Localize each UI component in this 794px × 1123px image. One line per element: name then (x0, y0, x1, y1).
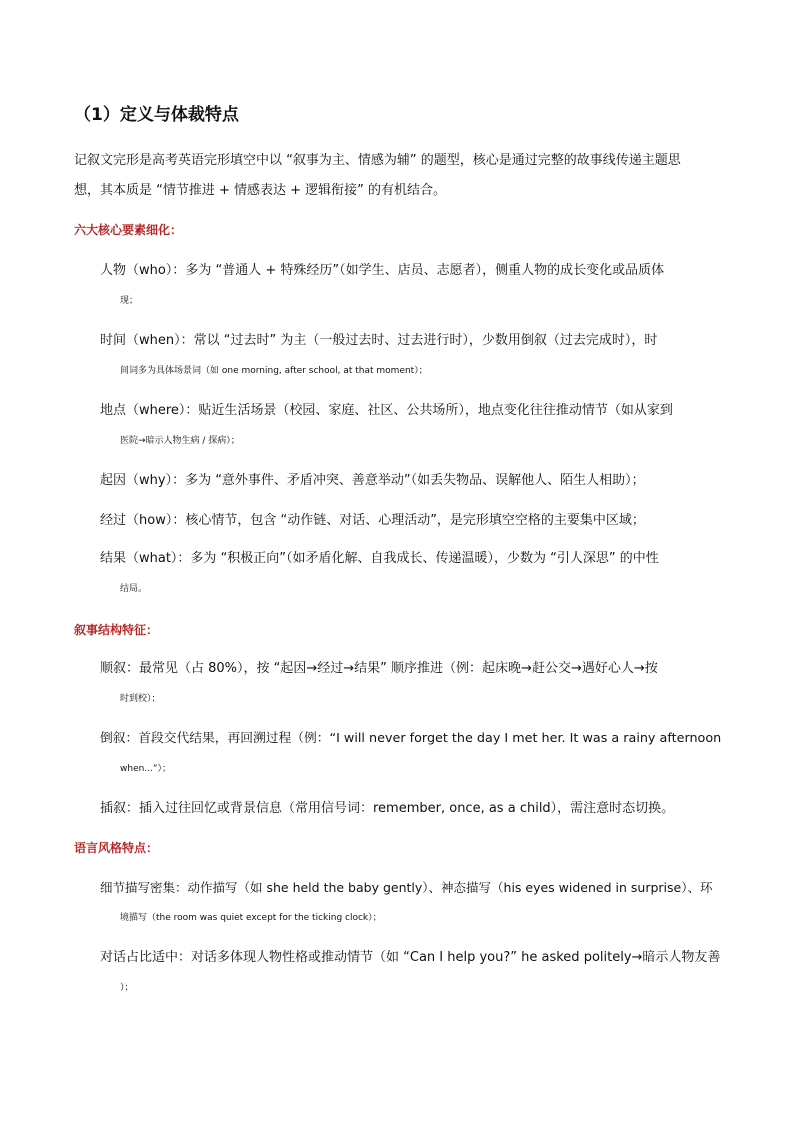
list-item: 顺叙：最常见（占 80%），按 “起因→经过→结果” 顺序推进（例：起床晚→赶公交→遇好心人→按 时到校）； (100, 661, 658, 704)
list-item: 插叙：插入过往回忆或背景信息（常用信号词：remember, once, as a child），需注意时态切换。 (100, 801, 675, 816)
list-item: 地点（where）：贴近生活场景（校园、家庭、社区、公共场所），地点变化往往推动情节（如从家到 医院→暗示人物生病 / 探病）； (100, 403, 673, 446)
list-item: 结果（what）：多为 “积极正向”（如矛盾化解、自我成长、传递温暖），少数为 “引人深思” 的中性 结局。 (100, 551, 659, 594)
intro-line-2: 想，其本质是 “情节推进 + 情感表达 + 逻辑衔接” 的有机结合。 (74, 183, 447, 198)
list-item: 细节描写密集：动作描写（如 she held the baby gently）、神态描写（his eyes widened in surprise）、环 境描写（the room was quiet except for the ticking clock）； (100, 880, 713, 923)
heading-elements: 六大核心要素细化： (74, 223, 183, 237)
heading-structure: 叙事结构特征： (74, 623, 159, 637)
list-item: 经过（how）：核心情节，包含 “动作链、对话、心理活动”，是完形填空空格的主要集中区域； (100, 513, 645, 528)
list-item: 时间（when）：常以 “过去时” 为主（一般过去时、过去进行时），少数用倒叙（过去完成时），时 间词多为具体场景词（如 one morning, after school, at that moment）； (100, 333, 658, 376)
list-item: 起因（why）：多为 “意外事件、矛盾冲突、善意举动”（如丢失物品、误解他人、陌生人相助）； (100, 473, 645, 488)
intro-line-1: 记叙文完形是高考英语完形填空中以 “叙事为主、情感为辅” 的题型，核心是通过完整的故事线传递主题思 (74, 153, 681, 168)
list-item: 倒叙：首段交代结果，再回溯过程（例：“I will never forget the day I met her. It was a rainy afternoon when...”）； (100, 731, 722, 774)
intro-paragraph (74, 146, 724, 206)
heading-style: 语言风格特点： (74, 841, 159, 855)
list-item: 人物（who）：多为 “普通人 + 特殊经历”（如学生、店员、志愿者），侧重人物的成长变化或品质体 现； (100, 263, 665, 306)
list-item: 对话占比适中：对话多体现人物性格或推动情节（如 “Can I help you?” he asked politely→暗示人物友善 ）； (100, 950, 721, 993)
section-title: （1）定义与体裁特点 (74, 105, 239, 125)
